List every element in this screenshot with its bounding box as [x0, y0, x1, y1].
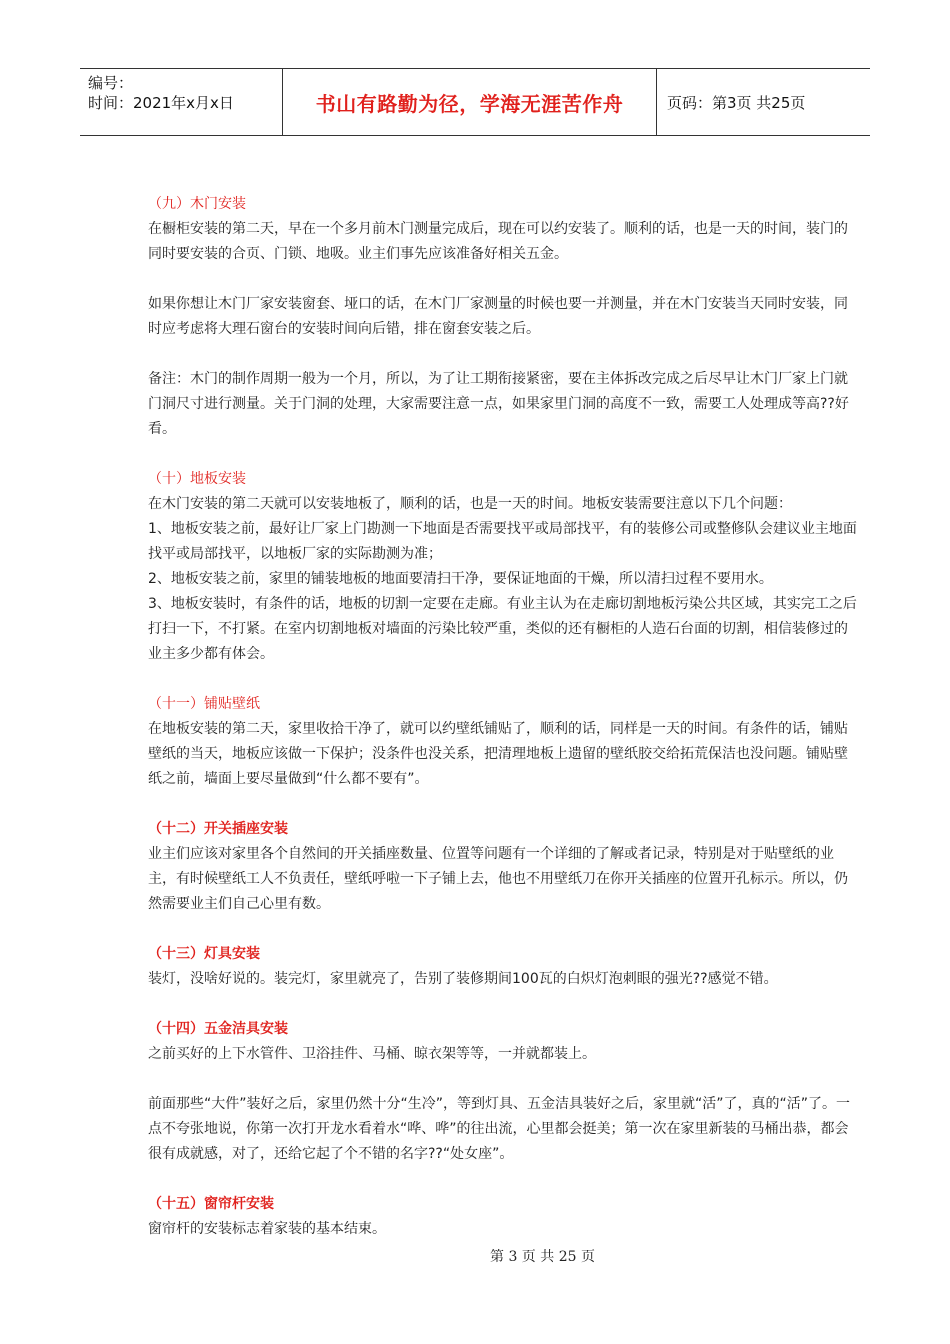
document-number-label: 编号：: [88, 74, 134, 92]
section-paragraph: 之前买好的上下水管件、卫浴挂件、马桶、晾衣架等等，一并就都装上。: [148, 1046, 596, 1062]
paragraph-gap: [148, 342, 858, 367]
document-time-label: 时间：2021年x月x日: [88, 94, 234, 112]
section-paragraph: 3、地板安装时，有条件的话，地板的切割一定要在走廊。有业主认为在走廊切割地板污染公共区域，其实完工之后打扫一下，不打紧。在室内切割地板对墙面的污染比较严重，类似的还有橱柜的人造石台面的切割，相信装修过的业主多少都有体会。: [148, 596, 857, 662]
section-paragraph: 如果你想让木门厂家安装窗套、垭口的话，在木门厂家测量的时候也要一并测量，并在木门安装当天同时安装，同时应考虑将大理石窗台的安装时间向后错，排在窗套安装之后。: [148, 296, 848, 337]
section-title: （十三）灯具安装: [148, 946, 260, 962]
footer-page-number: 第 3 页 共 25 页: [490, 1249, 595, 1265]
paragraph-gap: [148, 1067, 858, 1092]
section-paragraph: 2、地板安装之前，家里的铺装地板的地面要清扫干净，要保证地面的干燥，所以清扫过程不要用水。: [148, 571, 773, 587]
section-gap: [148, 917, 858, 942]
section-gap: [148, 1167, 858, 1192]
page-footer: [0, 1246, 950, 1266]
section-paragraph: 前面那些“大件”装好之后，家里仍然十分“生冷”，等到灯具、五金洁具装好之后，家里就“活”了，真的“活”了。一点不夸张地说，你第一次打开龙水看着水“哗、哗”的往出流，心里都会挺美；第一次在家里新装的马桶出恭，都会很有成就感，对了，还给它起了个不错的名字??“处女座”。: [148, 1096, 851, 1162]
section-title: （十四）五金洁具安装: [148, 1021, 288, 1037]
section-gap: [148, 792, 858, 817]
section-title: （十）地板安装: [148, 471, 246, 487]
section-paragraph: 在橱柜安装的第二天，早在一个多月前木门测量完成后，现在可以约安装了。顺利的话，也是一天的时间，装门的同时要安装的合页、门锁、地吸。业主们事先应该准备好相关五金。: [148, 221, 848, 262]
section-paragraph: 业主们应该对家里各个自然间的开关插座数量、位置等问题有一个详细的了解或者记录，特别是对于贴壁纸的业主，有时候壁纸工人不负责任，壁纸呼啦一下子铺上去，他也不用壁纸刀在你开关插座的位置开孔标示。所以，仍然需要业主们自己心里有数。: [148, 846, 848, 912]
section-paragraph: 在地板安装的第二天，家里收拾干净了，就可以约壁纸铺贴了，顺利的话，同样是一天的时间。有条件的话，铺贴壁纸的当天，地板应该做一下保护；没条件也没关系，把清理地板上遗留的壁纸胶交给拓荒保洁也没问题。铺贴壁纸之前，墙面上要尽量做到“什么都不要有”。: [148, 721, 848, 787]
section-title: （十一）铺贴壁纸: [148, 696, 260, 712]
section-title: （九）木门安装: [148, 196, 246, 212]
header-left-cell: [80, 69, 283, 135]
header-motto: 书山有路勤为径，学海无涯苦作舟: [315, 91, 624, 116]
section-paragraph: 在木门安装的第二天就可以安装地板了，顺利的话，也是一天的时间。地板安装需要注意以下几个问题：: [148, 496, 792, 512]
paragraph-gap: [148, 267, 858, 292]
section-paragraph: 窗帘杆的安装标志着家装的基本结束。: [148, 1221, 386, 1237]
section-gap: [148, 992, 858, 1017]
section-paragraph: 装灯，没啥好说的。装完灯，家里就亮了，告别了装修期间100瓦的白炽灯泡刺眼的强光??感觉不错。: [148, 971, 778, 987]
header-page-info: 页码：第3页 共25页: [667, 93, 806, 112]
header-motto-cell: [283, 69, 657, 135]
section-paragraph: 备注：木门的制作周期一般为一个月，所以，为了让工期衔接紧密，要在主体拆改完成之后尽早让木门厂家上门就门洞尺寸进行测量。关于门洞的处理，大家需要注意一点，如果家里门洞的高度不一致，需要工人处理成等高??好看。: [148, 371, 849, 437]
section-gap: [148, 667, 858, 692]
section-gap: [148, 442, 858, 467]
section-title: （十二）开关插座安装: [148, 821, 288, 837]
document-body: [148, 192, 858, 1242]
section-title: （十五）窗帘杆安装: [148, 1196, 274, 1212]
header-table: [80, 68, 870, 136]
section-paragraph: 1、地板安装之前，最好让厂家上门勘测一下地面是否需要找平或局部找平，有的装修公司或整修队会建议业主地面找平或局部找平，以地板厂家的实际勘测为准；: [148, 521, 857, 562]
